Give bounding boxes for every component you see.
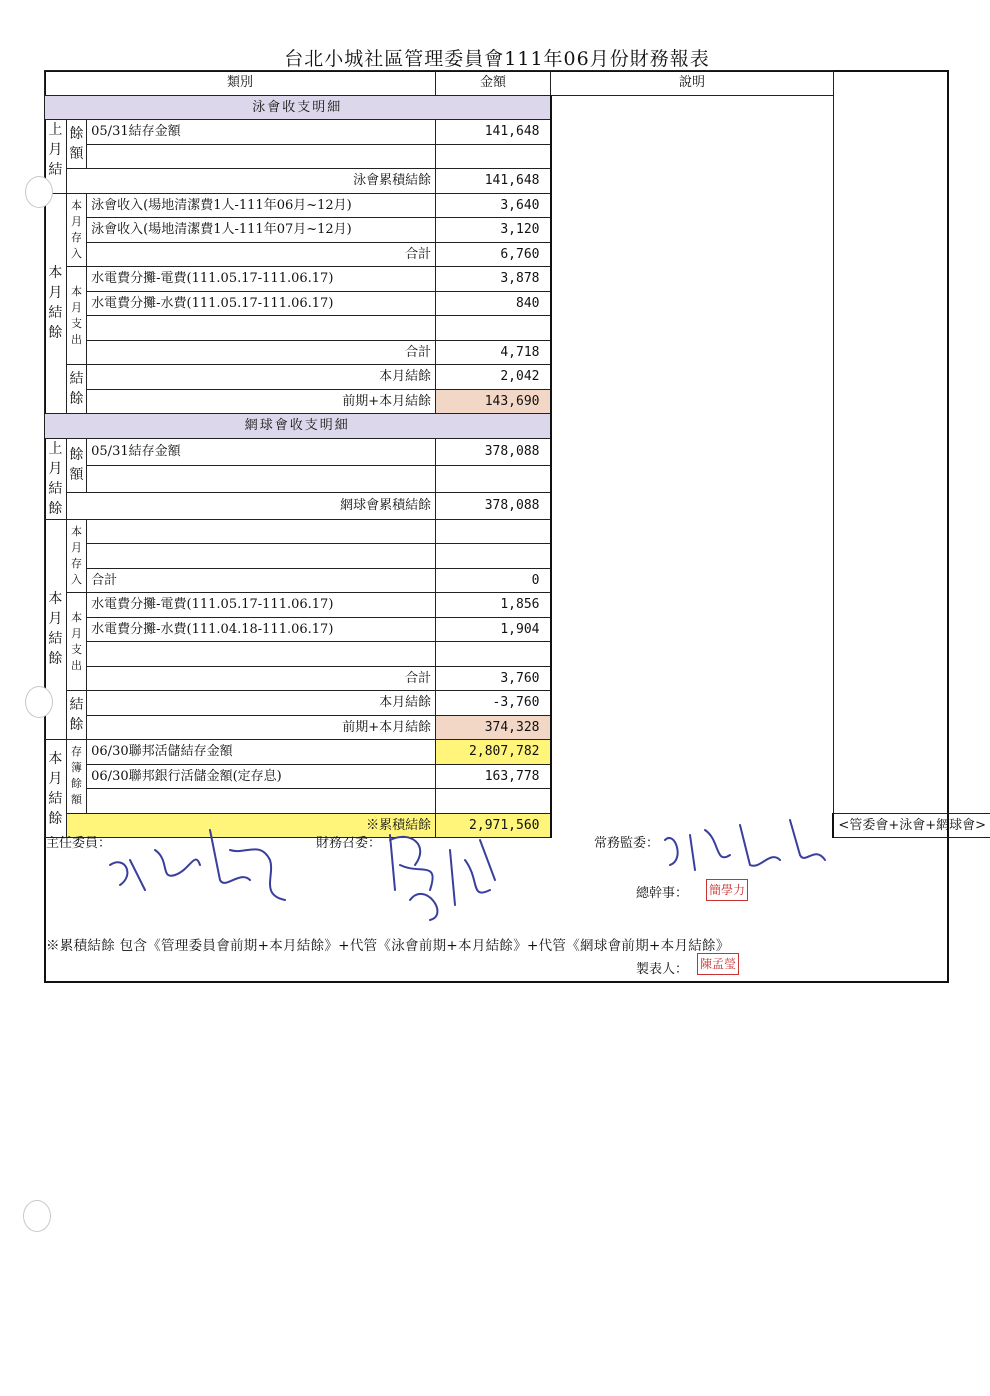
swim-cumulative-amount: 141,648 xyxy=(436,169,551,194)
swim-balance-label: 餘額 xyxy=(66,120,86,169)
blank-cell xyxy=(436,144,551,169)
swim-income-total: 6,760 xyxy=(436,242,551,267)
blank-cell xyxy=(87,465,436,492)
tennis-income-label: 本月存入 xyxy=(66,519,86,593)
finance-signature xyxy=(370,820,520,930)
chair-label: 主任委員： xyxy=(46,836,112,851)
blank-cell xyxy=(87,642,436,667)
swim-expense-label: 本月支出 xyxy=(66,267,86,365)
tennis-cumulative-amount: 378,088 xyxy=(436,492,551,519)
page-title: 台北小城社區管理委員會111年06月份財務報表 xyxy=(284,48,710,70)
swim-income-label: 本月存入 xyxy=(66,193,86,267)
swim-running-label: 前期+本月結餘 xyxy=(87,389,436,414)
tennis-expense-item: 水電費分攤-電費(111.05.17-111.06.17) xyxy=(87,593,436,618)
blank-cell xyxy=(87,316,436,341)
swim-cumulative-label: 泳會累積結餘 xyxy=(66,169,435,194)
blank-cell xyxy=(436,789,551,814)
financial-table xyxy=(44,70,990,838)
swim-income-amount: 3,640 xyxy=(436,193,551,218)
secretary-stamp: 簡學力 xyxy=(706,879,748,901)
bank-row-label: 06/30聯邦銀行活儲金額(定存息) xyxy=(87,764,436,789)
tennis-prev-label: 上月結餘 xyxy=(45,438,67,519)
blank-cell xyxy=(436,519,551,544)
chair-signature xyxy=(100,820,300,910)
header-category: 類別 xyxy=(45,71,436,96)
swim-expense-amount: 840 xyxy=(436,291,551,316)
blank-cell xyxy=(87,519,436,544)
swim-income-item: 泳會收入(場地清潔費1人-111年06月~12月) xyxy=(87,193,436,218)
tennis-expense-total: 3,760 xyxy=(436,666,551,691)
punch-hole xyxy=(25,176,53,208)
tennis-balance-label: 餘額 xyxy=(66,438,86,492)
bank-passbook-label: 存簿餘額 xyxy=(66,740,86,814)
tennis-expense-item: 水電費分攤-水費(111.04.18-111.06.17) xyxy=(87,617,436,642)
supervisor-signature xyxy=(650,810,830,880)
bank-total-label: ※累積結餘 xyxy=(66,813,435,838)
bank-total-note: <管委會+泳會+網球會> xyxy=(833,813,990,838)
swim-expense-item: 水電費分攤-水費(111.05.17-111.06.17) xyxy=(87,291,436,316)
punch-hole xyxy=(23,1200,51,1232)
blank-cell xyxy=(436,316,551,341)
swim-prev-amount: 141,648 xyxy=(436,120,551,145)
tennis-running: 374,328 xyxy=(436,715,551,740)
blank-cell xyxy=(436,642,551,667)
blank-cell xyxy=(87,789,436,814)
preparer-stamp: 陳孟瑩 xyxy=(697,953,739,975)
tennis-prev-item: 05/31結存金額 xyxy=(87,438,436,465)
tennis-section-title: 網球會收支明細 xyxy=(45,414,551,439)
bank-month-label: 本月結餘 xyxy=(45,740,67,838)
tennis-expense-amount: 1,904 xyxy=(436,617,551,642)
swim-income-item: 泳會收入(場地清潔費1人-111年07月~12月) xyxy=(87,218,436,243)
swim-month-balance-label: 本月結餘 xyxy=(87,365,436,390)
swim-prev-label: 上月結 xyxy=(45,120,67,194)
swim-prev-item: 05/31結存金額 xyxy=(87,120,436,145)
finance-label: 財務召委： xyxy=(316,836,382,851)
tennis-expense-label: 本月支出 xyxy=(66,593,86,691)
preparer-label: 製表人： xyxy=(636,962,689,977)
tennis-running-label: 前期+本月結餘 xyxy=(87,715,436,740)
tennis-month-balance-label: 本月結餘 xyxy=(87,691,436,716)
tennis-month-balance: -3,760 xyxy=(436,691,551,716)
tennis-jieyu-label: 結餘 xyxy=(66,691,86,740)
tennis-prev-amount: 378,088 xyxy=(436,438,551,465)
swim-income-total-label: 合計 xyxy=(87,242,436,267)
blank-cell xyxy=(436,465,551,492)
tennis-income-total: 0 xyxy=(436,568,551,593)
blank-cell xyxy=(436,544,551,569)
blank-cell xyxy=(87,144,436,169)
bank-row-label: 06/30聯邦活儲結存金額 xyxy=(87,740,436,765)
swim-section-title: 泳會收支明細 xyxy=(45,95,551,120)
tennis-month-label: 本月結餘 xyxy=(45,519,67,740)
swim-expense-total: 4,718 xyxy=(436,340,551,365)
header-amount: 金額 xyxy=(436,71,551,96)
note-column xyxy=(551,414,834,838)
tennis-expense-amount: 1,856 xyxy=(436,593,551,618)
swim-month-label: 本月結餘 xyxy=(45,193,67,414)
swim-expense-total-label: 合計 xyxy=(87,340,436,365)
blank-cell xyxy=(87,544,436,569)
bank-row-amount: 163,778 xyxy=(436,764,551,789)
tennis-expense-total-label: 合計 xyxy=(87,666,436,691)
bank-row-amount: 2,807,782 xyxy=(436,740,551,765)
swim-expense-item: 水電費分攤-電費(111.05.17-111.06.17) xyxy=(87,267,436,292)
swim-income-amount: 3,120 xyxy=(436,218,551,243)
footnote: ※累積結餘 包含《管理委員會前期+本月結餘》+代管《泳會前期+本月結餘》+代管《網球會前期+本月結餘》 xyxy=(46,938,730,954)
note-column xyxy=(551,95,834,414)
supervisor-label: 常務監委： xyxy=(594,836,660,851)
header-note: 說明 xyxy=(551,71,834,96)
swim-month-balance: 2,042 xyxy=(436,365,551,390)
punch-hole xyxy=(25,686,53,718)
bank-total: 2,971,560 xyxy=(436,813,551,838)
swim-running: 143,690 xyxy=(436,389,551,414)
tennis-cumulative-label: 網球會累積結餘 xyxy=(66,492,435,519)
swim-expense-amount: 3,878 xyxy=(436,267,551,292)
tennis-income-total-label: 合計 xyxy=(87,568,436,593)
secretary-label: 總幹事： xyxy=(636,886,689,901)
swim-jieyu-label: 結餘 xyxy=(66,365,86,414)
